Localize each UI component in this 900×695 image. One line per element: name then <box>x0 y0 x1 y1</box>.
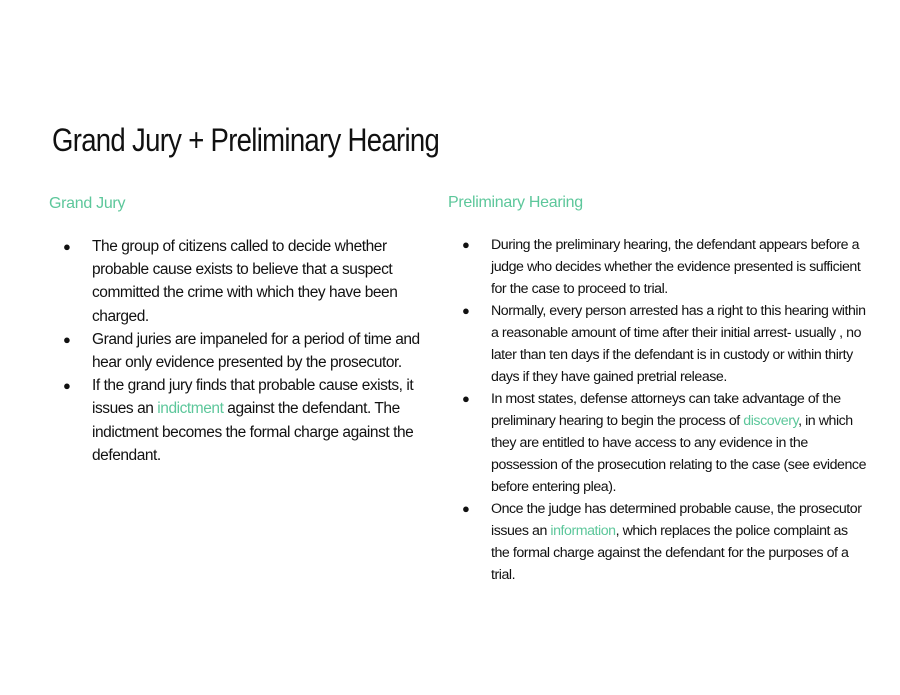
bullet-icon: ● <box>462 391 470 406</box>
bullet-icon: ● <box>63 239 71 254</box>
list-item-text-before: Once the judge has determined probable cause, the prosecutor issues an <box>491 501 862 539</box>
preliminary-hearing-column <box>448 194 868 586</box>
slide-title: Grand Jury + Preliminary Hearing <box>52 122 440 158</box>
list-item <box>448 300 868 388</box>
bullet-icon: ● <box>462 237 470 252</box>
preliminary-hearing-heading: Preliminary Hearing <box>448 194 583 211</box>
grand-jury-column <box>49 195 429 467</box>
indictment-link[interactable]: indictment <box>157 400 224 418</box>
information-link[interactable]: information <box>550 523 616 539</box>
bullet-icon: ● <box>63 378 71 394</box>
grand-jury-heading: Grand Jury <box>49 195 126 212</box>
list-item-text-after: , which replaces the police complaint as the formal charge against the defendant for the purposes of a trial. <box>491 523 849 583</box>
list-item-text-after: , in which they are entitled to have access to any evidence in the possession of the prosecution relating to the case (see evidence before entering plea). <box>491 413 867 495</box>
list-item-text-before: If the grand jury finds that probable cause exists, it issues an <box>92 377 414 418</box>
discovery-link[interactable]: discovery <box>743 413 799 429</box>
list-item-text-after: against the defendant. The indictment becomes the formal charge against the defendant. <box>92 400 414 464</box>
list-item-text: During the preliminary hearing, the defendant appears before a judge who decides whether the evidence presented is sufficient for the case to proceed to trial. <box>491 237 861 297</box>
list-item-text: Grand juries are impaneled for a period of time and hear only evidence presented by the prosecutor. <box>92 330 420 372</box>
list-item <box>448 498 868 586</box>
list-item <box>49 235 429 328</box>
list-item-text: Normally, every person arrested has a right to this hearing within a reasonable amount of time after their initial arrest- usually , no later than ten days if the defendant is in custody or within thirty days if they have gained pretrial release. <box>491 303 866 385</box>
list-item <box>49 328 429 374</box>
grand-jury-list <box>49 235 429 467</box>
bullet-icon: ● <box>63 331 71 347</box>
list-item-text-before: In most states, defense attorneys can take advantage of the preliminary hearing to begin the process of <box>491 391 841 429</box>
bullet-icon: ● <box>462 303 470 318</box>
list-item-text: The group of citizens called to decide whether probable cause exists to believe that a suspect committed the crime with which they have been charged. <box>92 238 398 325</box>
preliminary-hearing-list <box>448 234 868 586</box>
list-item <box>49 374 429 467</box>
list-item <box>448 234 868 300</box>
list-item <box>448 388 868 498</box>
bullet-icon: ● <box>462 501 470 516</box>
